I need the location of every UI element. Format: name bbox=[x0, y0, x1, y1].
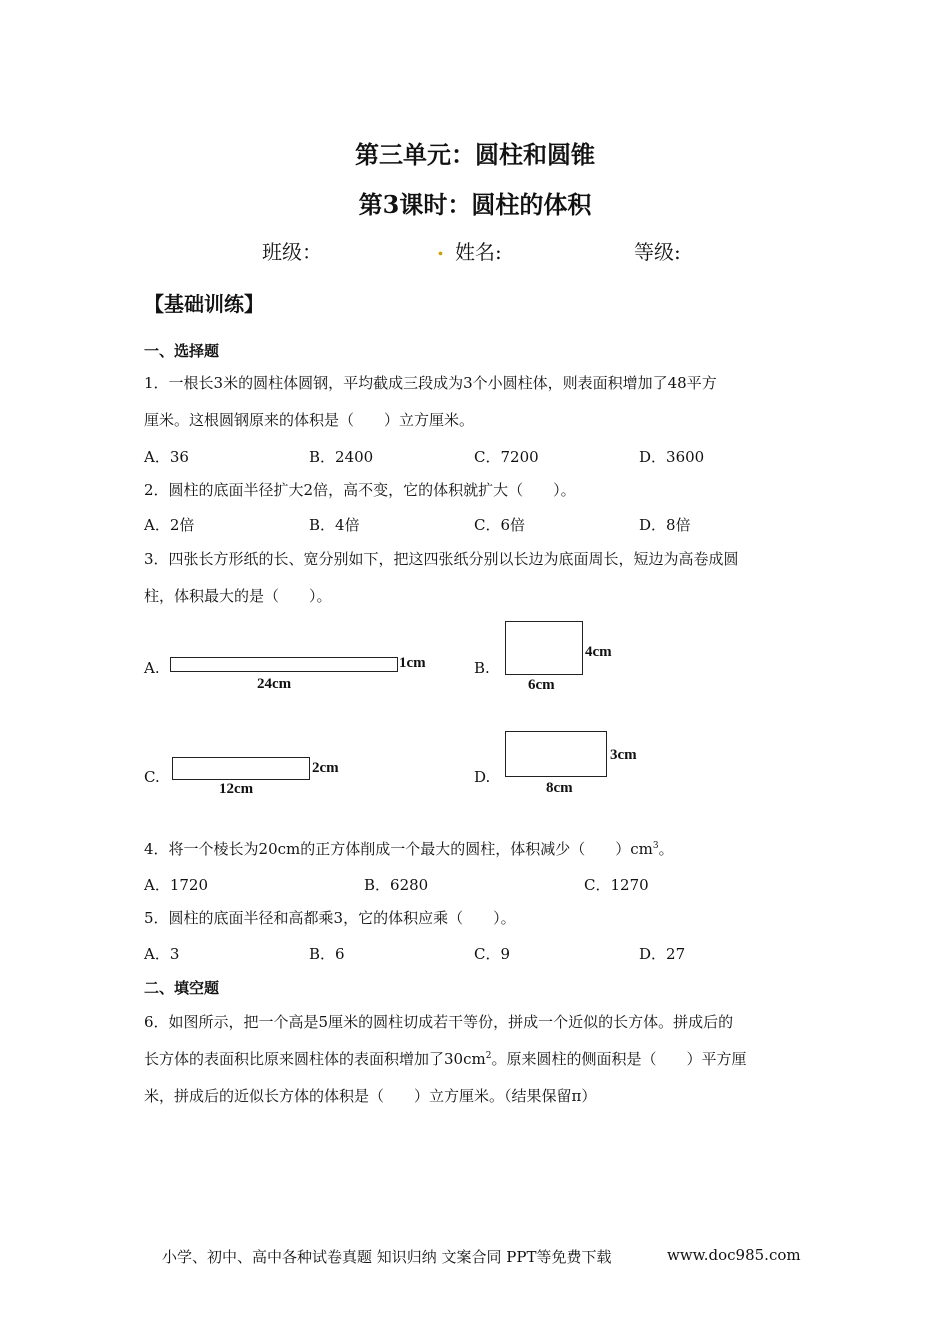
part1-title: 一、选择题 bbox=[144, 342, 220, 360]
q1-option-a: A．36 bbox=[144, 448, 189, 466]
figure-c-long-side: 12cm bbox=[219, 781, 254, 797]
footer-text: 小学、初中、高中各种试卷真题 知识归纳 文案合同 PPT等免费下载 bbox=[162, 1248, 612, 1266]
figure-b-rectangle bbox=[505, 621, 583, 675]
figure-d-long-side: 8cm bbox=[546, 780, 573, 796]
q2-option-b: B．4倍 bbox=[309, 516, 360, 534]
figure-a-long-side: 24cm bbox=[257, 676, 292, 692]
q2-line1: 2．圆柱的底面半径扩大2倍，高不变，它的体积就扩大（ ）。 bbox=[144, 481, 576, 499]
figure-c-label: C. bbox=[144, 768, 160, 786]
q4-option-b: B．6280 bbox=[364, 876, 429, 894]
q5-option-b: B．6 bbox=[309, 945, 345, 963]
footer-site: www.doc985.com bbox=[667, 1246, 801, 1264]
q1-line2: 厘米。这根圆钢原来的体积是（ ）立方厘米。 bbox=[144, 411, 475, 429]
figure-a-label: A. bbox=[144, 659, 160, 677]
grade-label: 等级: bbox=[634, 240, 681, 264]
figure-d-rectangle bbox=[505, 731, 607, 777]
q2-option-d: D．8倍 bbox=[639, 516, 691, 534]
q6-line2: 长方体的表面积比原来圆柱体的表面积增加了$30cm^2$。原来圆柱的侧面积是（ ）平方厘 bbox=[144, 1050, 747, 1068]
q3-line2: 柱，体积最大的是（ ）。 bbox=[144, 587, 332, 605]
q5-option-a: A．3 bbox=[144, 945, 180, 963]
q6-line1: 6．如图所示，把一个高是5厘米的圆柱切成若干等份，拼成一个近似的长方体。拼成后的 bbox=[144, 1013, 734, 1031]
q4-line1: 4．将一个棱长为20cm的正方体削成一个最大的圆柱，体积减少（ ）$cm^3$。 bbox=[144, 840, 674, 858]
q6-line3: 米，拼成后的近似长方体的体积是（ ）立方厘米。（结果保留π） bbox=[144, 1087, 597, 1105]
q5-option-d: D．27 bbox=[639, 945, 686, 963]
figure-b-label: B. bbox=[474, 659, 490, 677]
figure-a-short-side: 1cm bbox=[399, 655, 426, 671]
q5-line1: 5．圆柱的底面半径和高都乘3，它的体积应乘（ ）。 bbox=[144, 909, 516, 927]
q3-line1: 3．四张长方形纸的长、宽分别如下，把这四张纸分别以长边为底面周长，短边为高卷成圆 bbox=[144, 550, 739, 568]
q4-option-c: C．1270 bbox=[584, 876, 649, 894]
name-label: 姓名: bbox=[455, 240, 502, 264]
figure-c-short-side: 2cm bbox=[312, 760, 339, 776]
q2-option-a: A．2倍 bbox=[144, 516, 195, 534]
figure-d-label: D. bbox=[474, 768, 491, 786]
q4-option-a: A．1720 bbox=[144, 876, 209, 894]
q2-option-c: C．6倍 bbox=[474, 516, 526, 534]
q1-line1: 1．一根长3米的圆柱体圆钢，平均截成三段成为3个小圆柱体，则表面积增加了48平方 bbox=[144, 374, 717, 392]
figure-b-long-side: 6cm bbox=[528, 677, 555, 693]
unit-title: 第三单元：圆柱和圆锥 bbox=[355, 140, 595, 169]
figure-a-rectangle bbox=[170, 657, 398, 672]
figure-b-short-side: 4cm bbox=[585, 644, 612, 660]
figure-c-rectangle bbox=[172, 757, 310, 780]
q1-option-d: D．3600 bbox=[639, 448, 705, 466]
lesson-title: 第3课时：圆柱的体积 bbox=[358, 190, 592, 219]
q1-option-b: B．2400 bbox=[309, 448, 374, 466]
class-label: 班级： bbox=[262, 240, 322, 264]
q5-option-c: C．9 bbox=[474, 945, 511, 963]
separator-dot: . bbox=[437, 236, 444, 260]
figure-d-short-side: 3cm bbox=[610, 747, 637, 763]
part2-title: 二、填空题 bbox=[144, 979, 220, 997]
q1-option-c: C．7200 bbox=[474, 448, 539, 466]
section-title: 【基础训练】 bbox=[144, 292, 264, 316]
